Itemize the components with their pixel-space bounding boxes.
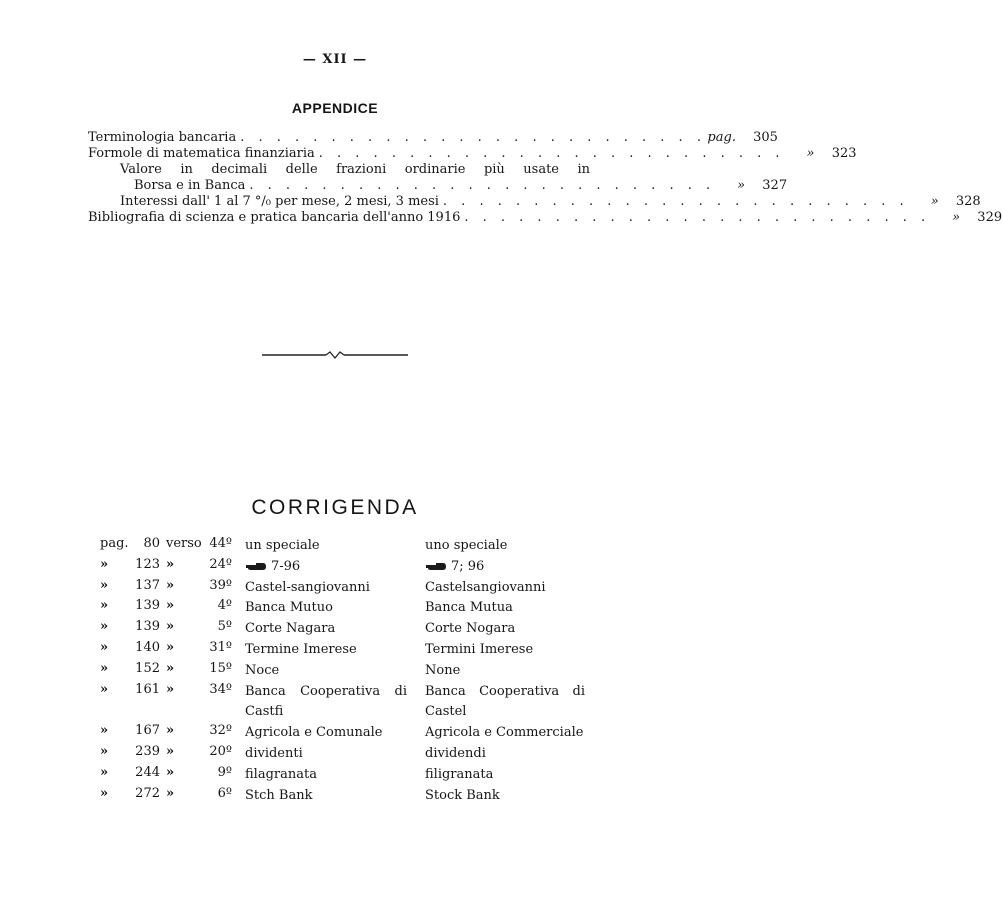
line-label: » bbox=[166, 681, 175, 697]
page-label: » bbox=[100, 639, 109, 655]
toc-entry bbox=[88, 130, 778, 146]
dot-leader: . . . . . . . . . . . . . . . . . . . . . . . . . . bbox=[318, 146, 785, 161]
toc-entry-prefix: » bbox=[930, 194, 939, 209]
corrigenda-row bbox=[100, 765, 600, 786]
erratum-text: Termine Imerese bbox=[245, 641, 357, 657]
page-ref: 161 bbox=[135, 681, 160, 697]
corrigenda-row bbox=[100, 619, 600, 640]
page-ref: 123 bbox=[135, 556, 160, 572]
corrigenda-row bbox=[100, 661, 600, 682]
page-label: pag. bbox=[100, 536, 129, 551]
toc-entry-prefix: » bbox=[806, 146, 815, 161]
page-label: » bbox=[100, 785, 109, 801]
corrigenda-row bbox=[100, 682, 600, 724]
line-label: » bbox=[166, 619, 175, 635]
pointing-hand-icon bbox=[425, 561, 447, 572]
page-label: » bbox=[100, 619, 109, 635]
line-label: » bbox=[166, 639, 175, 655]
dot-leader: . . . . . . . . . . . . . . . . . . . . . . . . . . bbox=[464, 210, 931, 225]
line-label: » bbox=[166, 660, 175, 676]
correction-text: Corte Nogara bbox=[425, 621, 516, 637]
erratum-text: un speciale bbox=[245, 538, 320, 553]
corrigenda-row bbox=[100, 598, 600, 619]
appendix-title: APPENDICE bbox=[291, 100, 379, 116]
corrigenda-row bbox=[100, 536, 600, 557]
erratum-text: Corte Nagara bbox=[245, 621, 336, 637]
section-divider-ornament bbox=[262, 350, 408, 360]
erratum-text: Banca Mutuo bbox=[245, 600, 333, 616]
page-ref: 244 bbox=[135, 764, 160, 780]
line-ref: 24º bbox=[209, 556, 232, 572]
toc-entry-title: Bibliografia di scienza e pratica bancaria dell'anno 1916 bbox=[88, 210, 461, 225]
appendix-contents bbox=[88, 130, 1002, 226]
page-label: » bbox=[100, 743, 109, 759]
line-ref: 44º bbox=[209, 536, 232, 551]
toc-entry-prefix: pag. bbox=[707, 130, 736, 145]
line-label: verso bbox=[166, 536, 202, 551]
toc-entry-page: 305 bbox=[753, 130, 778, 145]
page-ref: 137 bbox=[135, 577, 160, 593]
corrigenda-row bbox=[100, 723, 600, 744]
page-ref: 139 bbox=[135, 598, 160, 614]
erratum-text: Noce bbox=[245, 662, 280, 678]
page-ref: 139 bbox=[135, 619, 160, 635]
correction-text: dividendi bbox=[425, 745, 486, 761]
corrigenda-row bbox=[100, 557, 600, 578]
page-label: » bbox=[100, 556, 109, 572]
toc-entry-page: 323 bbox=[831, 146, 857, 161]
toc-entry-title: Borsa e in Banca bbox=[134, 178, 246, 193]
line-ref: 31º bbox=[209, 639, 232, 655]
toc-entry bbox=[88, 210, 1002, 226]
dot-leader: . . . . . . . . . . . . . . . . . . . . . . . . . . bbox=[240, 130, 706, 145]
line-ref: 34º bbox=[209, 681, 232, 697]
toc-entry bbox=[88, 162, 590, 178]
page-ref: 272 bbox=[135, 785, 160, 801]
correction-text: Castelsangiovanni bbox=[425, 579, 546, 595]
line-ref: 9º bbox=[217, 764, 232, 780]
line-label: » bbox=[166, 556, 175, 572]
line-ref: 5º bbox=[217, 619, 232, 635]
line-ref: 15º bbox=[209, 660, 232, 676]
correction-cell bbox=[425, 557, 585, 578]
correction-text: Banca Mutua bbox=[425, 600, 513, 616]
toc-entry-prefix: » bbox=[952, 210, 961, 225]
correction-text: None bbox=[425, 662, 461, 678]
correction-text: uno speciale bbox=[425, 538, 508, 553]
erratum-text: Stch Bank bbox=[245, 787, 313, 803]
erratum-text: 7-96 bbox=[271, 558, 301, 574]
page-ref: 239 bbox=[135, 743, 160, 759]
page-label: » bbox=[100, 681, 109, 697]
line-label: » bbox=[166, 598, 175, 614]
page-ref: 167 bbox=[135, 723, 160, 739]
line-ref: 6º bbox=[217, 785, 232, 801]
pointing-hand-icon bbox=[245, 561, 267, 572]
correction-text: Termini Imerese bbox=[425, 641, 534, 657]
erratum-text: Banca Cooperativa di Castfi bbox=[245, 683, 407, 720]
page-ref: 140 bbox=[135, 639, 160, 655]
erratum-text: dividenti bbox=[245, 745, 303, 761]
erratum-cell bbox=[245, 557, 407, 578]
toc-entry-title: Formole di matematica finanziaria bbox=[88, 146, 315, 161]
line-ref: 39º bbox=[209, 577, 232, 593]
line-label: » bbox=[166, 743, 175, 759]
correction-text: Stock Bank bbox=[425, 787, 500, 803]
line-label: » bbox=[166, 723, 175, 739]
corrigenda-row bbox=[100, 744, 600, 765]
line-ref: 4º bbox=[217, 598, 232, 614]
toc-entry-title: Interessi dall' 1 al 7 °/₀ per mese, 2 mesi, 3 mesi bbox=[120, 194, 439, 209]
page-label: » bbox=[100, 577, 109, 593]
page-label: » bbox=[100, 598, 109, 614]
toc-entry-page: 328 bbox=[955, 194, 981, 209]
page-ref: 80 bbox=[143, 536, 160, 551]
corrigenda-table bbox=[100, 536, 600, 806]
dot-leader: . . . . . . . . . . . . . . . . . . . . . . . . . . bbox=[249, 178, 716, 193]
correction-text: Agricola e Commerciale bbox=[425, 725, 584, 741]
toc-entry bbox=[88, 146, 857, 162]
toc-entry-title: Terminologia bancaria bbox=[88, 130, 237, 145]
page-ref: 152 bbox=[135, 660, 160, 676]
toc-entry-page: 327 bbox=[762, 178, 788, 193]
toc-entry-prefix: » bbox=[737, 178, 746, 193]
erratum-text: Castel-sangiovanni bbox=[245, 579, 370, 595]
line-ref: 32º bbox=[209, 723, 232, 739]
corrigenda-row bbox=[100, 640, 600, 661]
page-label: » bbox=[100, 723, 109, 739]
line-label: » bbox=[166, 785, 175, 801]
line-label: » bbox=[166, 764, 175, 780]
correction-text: 7; 96 bbox=[451, 558, 485, 574]
page-label: » bbox=[100, 764, 109, 780]
page-label: » bbox=[100, 660, 109, 676]
page-number: — XII — bbox=[302, 52, 368, 67]
correction-text: filigranata bbox=[425, 766, 494, 782]
line-label: » bbox=[166, 577, 175, 593]
toc-entry-page: 329 bbox=[977, 210, 1002, 225]
erratum-text: Agricola e Comunale bbox=[245, 725, 383, 741]
line-ref: 20º bbox=[209, 743, 232, 759]
erratum-text: filagranata bbox=[245, 766, 317, 782]
toc-entry bbox=[88, 178, 788, 194]
corrigenda-row bbox=[100, 786, 600, 807]
toc-entry-title: Valore in decimali delle frazioni ordinarie più usate in bbox=[120, 162, 590, 177]
correction-text: Banca Cooperativa di Castel bbox=[425, 683, 585, 720]
toc-entry bbox=[88, 194, 981, 210]
corrigenda-title: CORRIGENDA bbox=[251, 496, 419, 519]
corrigenda-row bbox=[100, 578, 600, 599]
dot-leader: . . . . . . . . . . . . . . . . . . . . . . . . . . bbox=[442, 194, 909, 209]
